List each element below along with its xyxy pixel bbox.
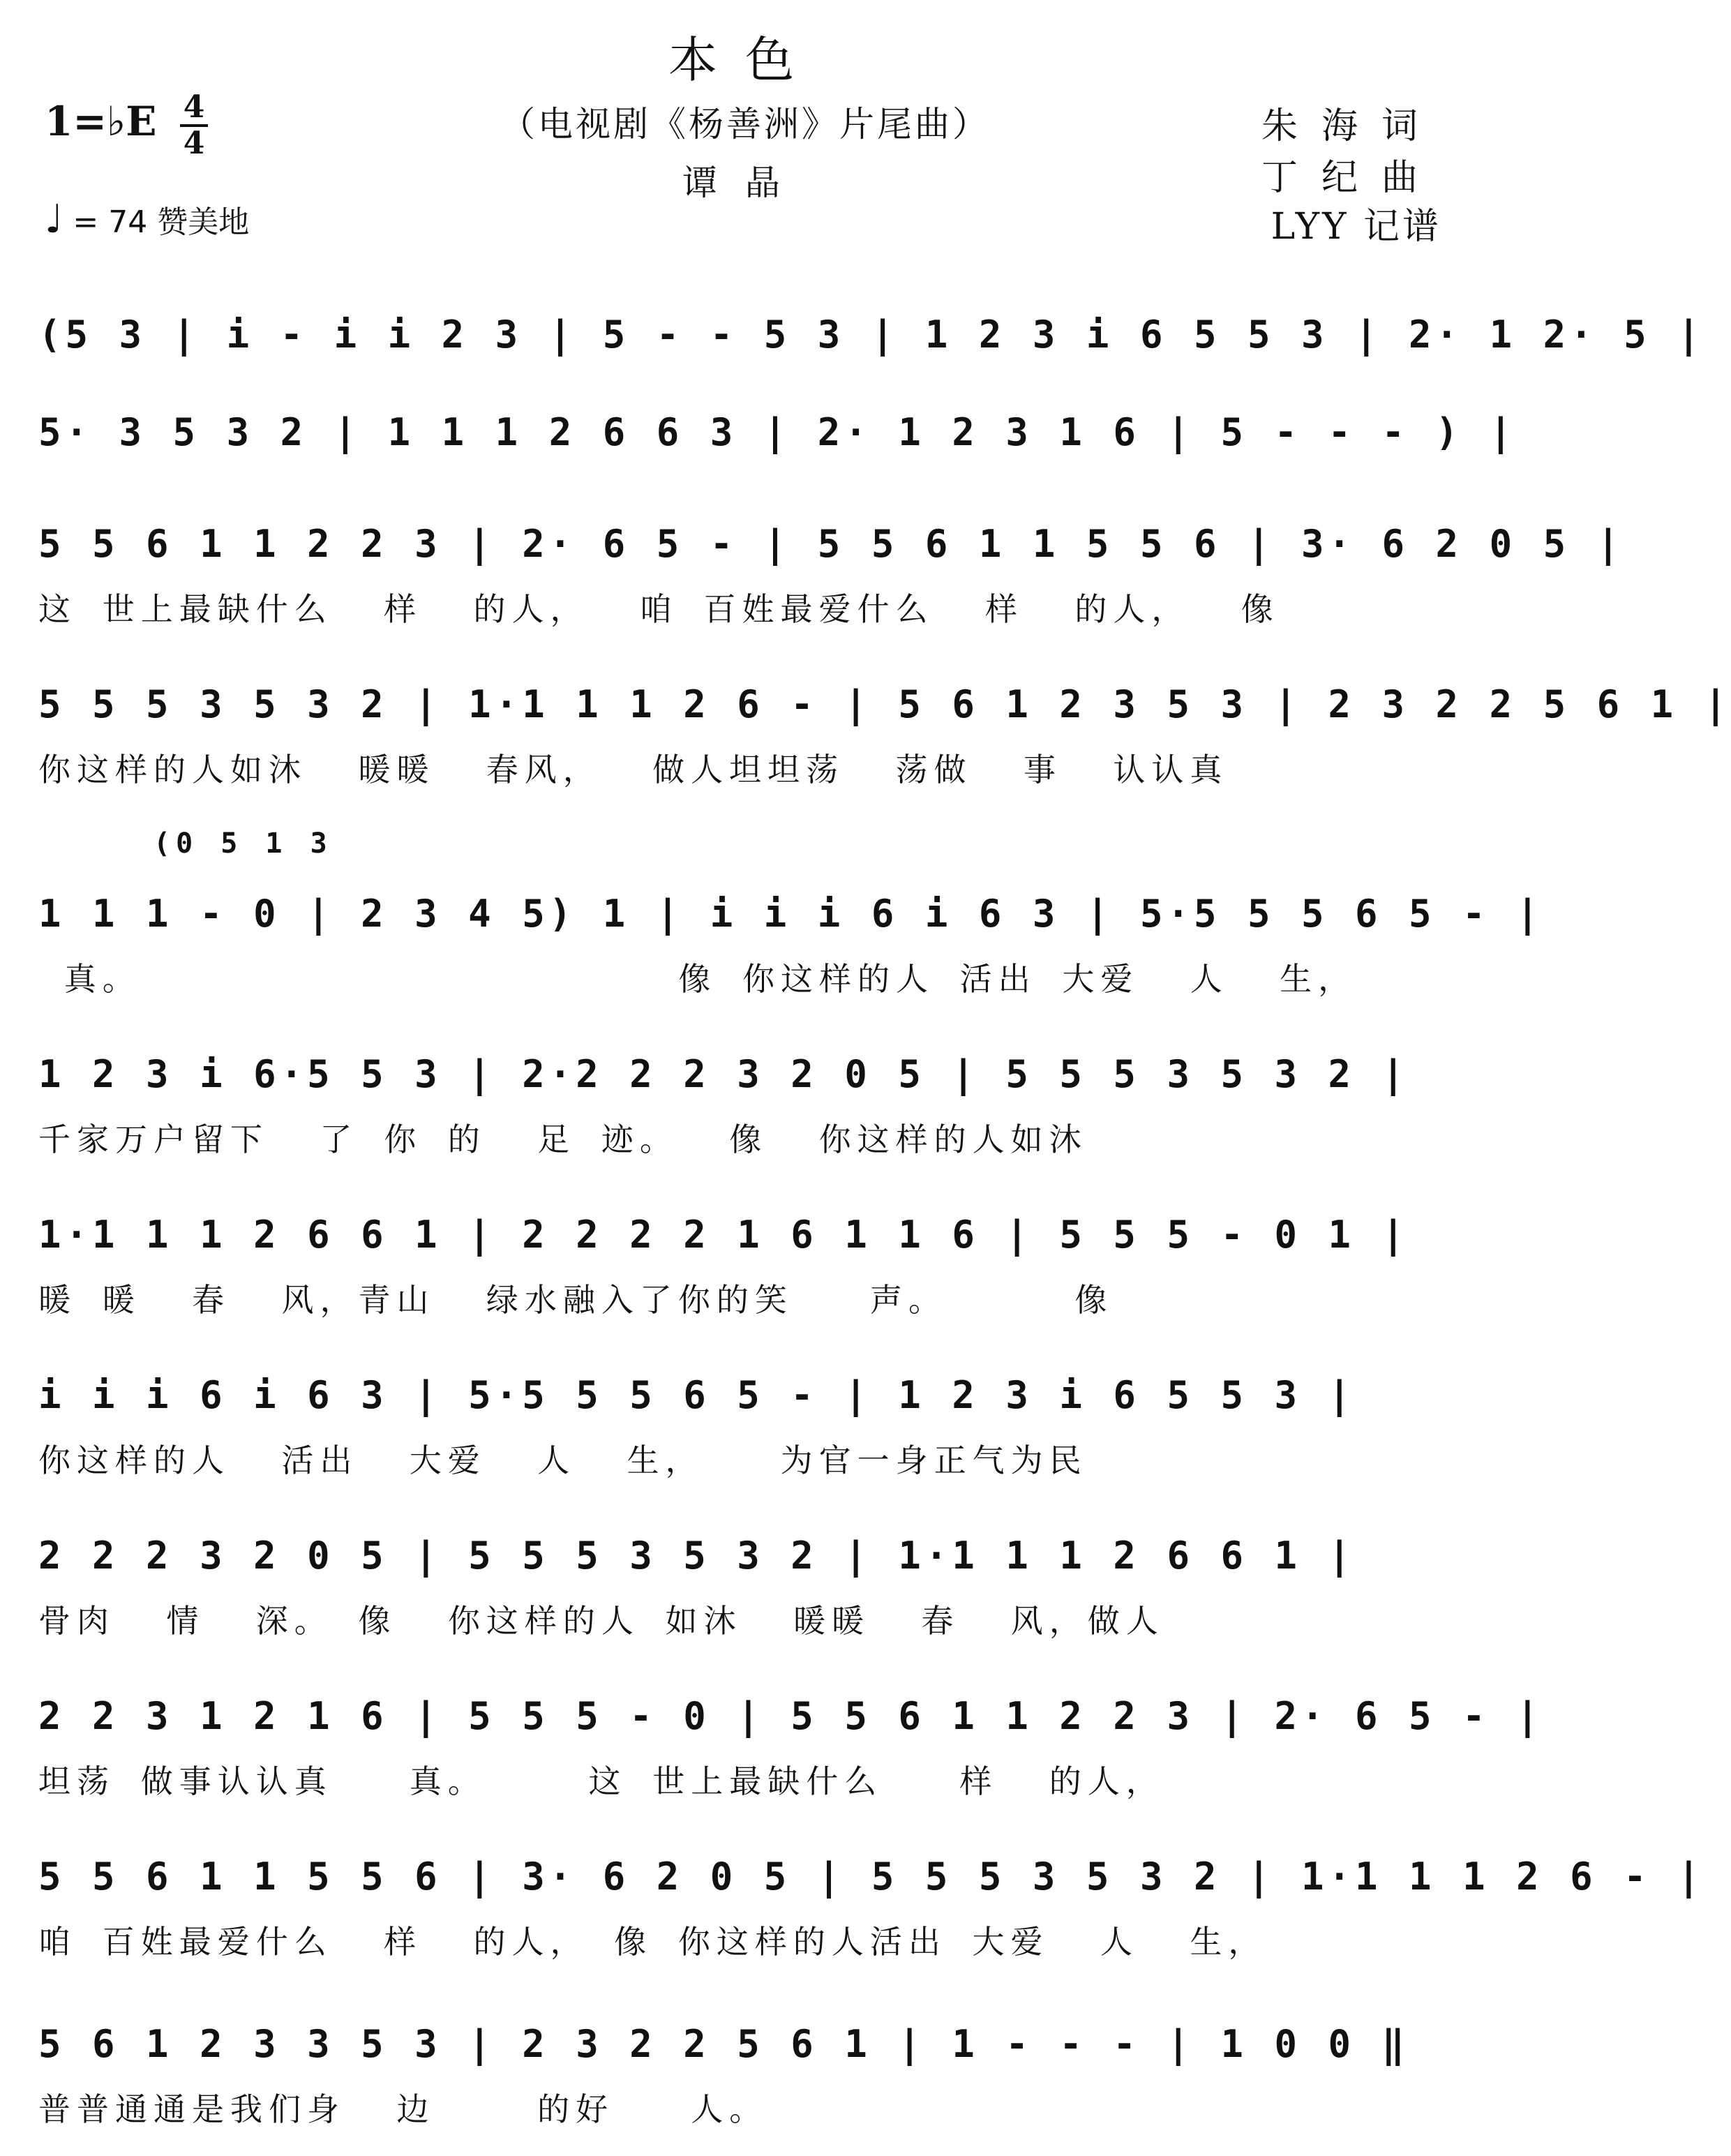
score-system bbox=[38, 1528, 1455, 1668]
tempo-text: = 74 赞美地 bbox=[73, 204, 250, 240]
score-system bbox=[38, 2016, 1455, 2156]
notes-line: 2 2 2 3 2 0 5 | 5 5 5 3 5 3 2 | 1·1 1 1 2 6 6 1 | bbox=[38, 1534, 1356, 1578]
ossia-notes: (0 5 1 3 bbox=[153, 828, 333, 860]
transcriber: LYY 记谱 bbox=[1271, 206, 1441, 248]
score-system bbox=[38, 1689, 1543, 1828]
score-system bbox=[38, 516, 1624, 656]
score-system bbox=[38, 677, 1731, 816]
notes-line: 5· 3 5 3 2 | 1 1 1 2 6 6 3 | 2· 1 2 3 1 6 | 5 - - - ) | bbox=[38, 410, 1517, 454]
score-system bbox=[38, 886, 1543, 1026]
notes-line: 1·1 1 1 2 6 6 1 | 2 2 2 2 1 6 1 1 6 | 5 5 5 - 0 1 | bbox=[38, 1213, 1409, 1257]
lyrics-line: 骨肉 情 深。 像 你这样的人 如沐 暖暖 春 风，做人 bbox=[38, 1602, 1164, 1640]
score-system bbox=[38, 1047, 1455, 1186]
lyrics-line bbox=[38, 473, 1455, 522]
quarter-note-icon: ♩ bbox=[45, 197, 63, 242]
notes-line: i i i 6 i 6 3 | 5·5 5 5 6 5 - | 1 2 3 i 6 5 5 3 | bbox=[38, 1373, 1356, 1417]
notes-line: 1 2 3 i 6·5 5 3 | 2·2 2 2 3 2 0 5 | 5 5 5 3 5 3 2 | bbox=[38, 1052, 1409, 1096]
notes-line: 2 2 3 1 2 1 6 | 5 5 5 - 0 | 5 5 6 1 1 2 2 3 | 2· 6 5 - | bbox=[38, 1694, 1543, 1738]
lyrics-line: 普普通通是我们身 边 的好 人。 bbox=[38, 2090, 768, 2128]
song-title: 本色 bbox=[668, 31, 822, 89]
notes-line: 5 5 6 1 1 5 5 6 | 3· 6 2 0 5 | 5 5 5 3 5 3 2 | 1·1 1 1 2 6 - | bbox=[38, 1855, 1704, 1899]
lyrics-line: 这 世上最缺什么 样 的人， 咱 百姓最爱什么 样 的人， 像 bbox=[38, 590, 1280, 628]
notes-line: 5 5 6 1 1 2 2 3 | 2· 6 5 - | 5 5 6 1 1 5 5 6 | 3· 6 2 0 5 | bbox=[38, 522, 1624, 566]
subtitle: （电视剧《杨善洲》片尾曲） bbox=[500, 104, 990, 144]
notes-line: 5 5 5 3 5 3 2 | 1·1 1 1 2 6 - | 5 6 1 2 3 5 3 | 2 3 2 2 5 6 1 | bbox=[38, 682, 1731, 726]
time-signature-top: 4 bbox=[183, 89, 205, 125]
key-signature: 1=♭E bbox=[45, 98, 157, 145]
score-system bbox=[38, 1207, 1455, 1347]
lyrics-line: 真。 像 你这样的人 活出 大爱 人 生， bbox=[38, 960, 1357, 998]
lyrics-line: 暖 暖 春 风，青山 绿水融入了你的笑 声。 像 bbox=[38, 1281, 1114, 1319]
notes-line: (5 3 | i - i i 2 3 | 5 - - 5 3 | 1 2 3 i 6 5 5 3 | 2· 1 2· 5 | bbox=[38, 313, 1704, 357]
composer: 丁纪曲 bbox=[1261, 157, 1441, 199]
lyrics-line: 咱 百姓最爱什么 样 的人， 像 你这样的人活出 大爱 人 生， bbox=[38, 1923, 1267, 1961]
lyrics-line: 坦荡 做事认认真 真。 这 世上最缺什么 样 的人， bbox=[38, 1762, 1164, 1800]
tempo-marking bbox=[45, 197, 249, 242]
score-system bbox=[38, 1849, 1704, 1989]
score-system bbox=[38, 1368, 1455, 1507]
lyrics-line: 千家万户留下 了 你 的 足 迹。 像 你这样的人如沐 bbox=[38, 1121, 1088, 1158]
time-signature-bottom: 4 bbox=[183, 126, 205, 161]
lyrics-line: 你这样的人 活出 大爱 人 生， 为官一身正气为民 bbox=[38, 1442, 1088, 1479]
lyricist: 朱海词 bbox=[1261, 105, 1441, 147]
notes-line: 1 1 1 - 0 | 2 3 4 5) 1 | i i i 6 i 6 3 | 5·5 5 5 6 5 - | bbox=[38, 892, 1543, 936]
notes-line: 5 6 1 2 3 3 5 3 | 2 3 2 2 5 6 1 | 1 - - - | 1 0 0 ‖ bbox=[38, 2022, 1409, 2066]
singer: 谭晶 bbox=[682, 163, 808, 203]
lyrics-line: 你这样的人如沐 暖暖 春风， 做人坦坦荡 荡做 事 认认真 bbox=[38, 751, 1229, 788]
